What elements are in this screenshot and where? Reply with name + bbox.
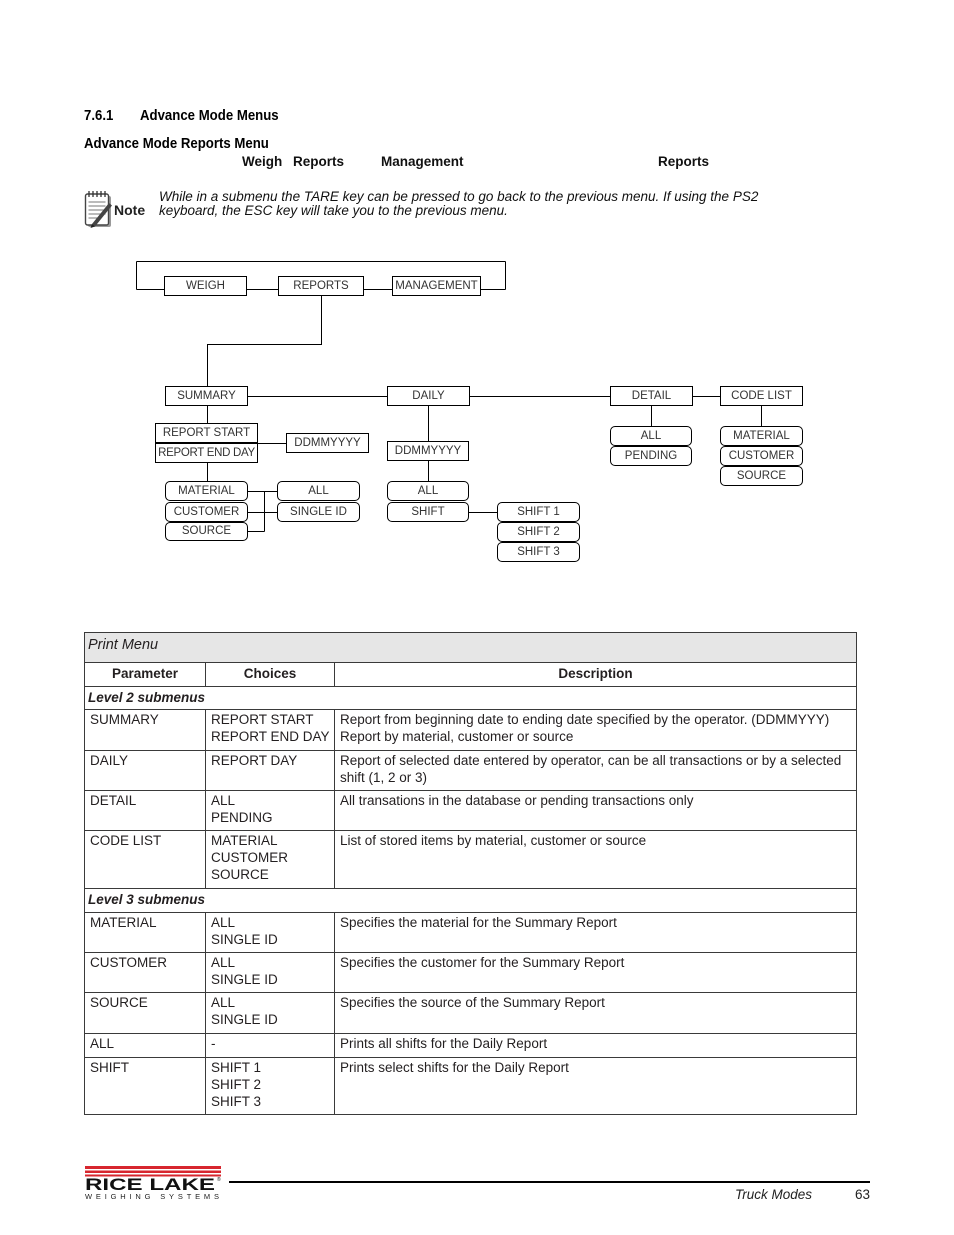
parameter-cell: SUMMARY	[85, 710, 206, 751]
table-row	[85, 710, 857, 751]
description-line: Specifies the source of the Summary Report	[340, 995, 605, 1010]
choice: ALL	[211, 793, 236, 808]
description-cell	[335, 1058, 857, 1115]
choices-cell	[206, 751, 335, 791]
menu-box-management: MANAGEMENT	[392, 276, 481, 296]
description-line: Prints select shifts for the Daily Report	[340, 1060, 569, 1075]
choice: ALL	[211, 915, 236, 930]
section-title: Advance Mode Menus	[140, 107, 279, 124]
choice: SOURCE	[211, 867, 269, 882]
menu-box-report-end-day: REPORT END DAY	[155, 443, 258, 463]
menu-box-detail-all: ALL	[610, 426, 692, 446]
level-row	[85, 889, 857, 913]
choices-cell	[206, 831, 335, 889]
choice: SINGLE ID	[211, 1012, 278, 1027]
header-choices: Choices	[206, 663, 335, 687]
description-cell	[335, 993, 857, 1034]
menu-box-summary-material: MATERIAL	[165, 481, 248, 501]
menu-box-shift-3: SHIFT 3	[497, 542, 580, 562]
description-cell	[335, 953, 857, 993]
table-title-row	[85, 633, 857, 663]
choices-cell	[206, 710, 335, 751]
choice: CUSTOMER	[211, 850, 289, 865]
table-row	[85, 993, 857, 1034]
choice: PENDING	[211, 810, 273, 825]
description-cell	[335, 710, 857, 751]
description-line: shift (1, 2 or 3)	[340, 770, 428, 785]
logo-wordmark: RICE LAKE	[85, 1175, 215, 1194]
menu-box-detail-pending: PENDING	[610, 446, 692, 466]
level2-label: Level 2 submenus	[85, 687, 857, 710]
menu-box-detail: DETAIL	[610, 386, 693, 406]
print-menu-table	[84, 632, 857, 1115]
parameter-cell: DETAIL	[85, 791, 206, 831]
menu-box-code-material: MATERIAL	[720, 426, 803, 446]
choice: REPORT DAY	[211, 753, 298, 768]
description-line: Specifies the material for the Summary Report	[340, 915, 617, 930]
description-line: Specifies the customer for the Summary Report	[340, 955, 625, 970]
choice: SINGLE ID	[211, 932, 278, 947]
logo-stripe	[85, 1171, 221, 1174]
path-fragment-weigh: Weigh	[242, 154, 283, 169]
choice: SHIFT 3	[211, 1094, 262, 1109]
choices-cell	[206, 953, 335, 993]
note-text-line-2: keyboard, the ESC key will take you to the previous menu.	[159, 203, 508, 218]
menu-box-weigh: WEIGH	[164, 276, 247, 296]
choice: ALL	[211, 955, 236, 970]
description-line: List of stored items by material, customer or source	[340, 833, 647, 848]
menu-box-code-source: SOURCE	[720, 466, 803, 486]
parameter-cell: CODE LIST	[85, 831, 206, 889]
table-row	[85, 831, 857, 889]
description-line: Report of selected date entered by operator, can be all transactions or by a selected	[340, 753, 842, 768]
menu-box-daily-date: DDMMYYYY	[387, 441, 469, 461]
menu-box-daily: DAILY	[387, 386, 470, 406]
parameter-cell: CUSTOMER	[85, 953, 206, 993]
parameter-cell: DAILY	[85, 751, 206, 791]
menu-box-daily-all: ALL	[387, 481, 469, 501]
level-row	[85, 687, 857, 710]
choice: SHIFT 2	[211, 1077, 262, 1092]
menu-box-daily-shift: SHIFT	[387, 502, 469, 522]
choice: ALL	[211, 995, 236, 1010]
menu-box-report-start: REPORT START	[155, 423, 258, 443]
connector-line	[248, 492, 277, 532]
choices-cell	[206, 993, 335, 1034]
description-line: Report by material, customer or source	[340, 729, 574, 744]
table-title: Print Menu	[85, 633, 857, 663]
choices-cell	[206, 1034, 335, 1058]
table-header-row	[85, 663, 857, 687]
choice: -	[211, 1036, 216, 1051]
choice: SHIFT 1	[211, 1060, 262, 1075]
logo-stripe	[85, 1166, 221, 1169]
choices-cell	[206, 1058, 335, 1115]
parameter-cell: SOURCE	[85, 993, 206, 1034]
rice-lake-logo	[84, 1164, 224, 1202]
menu-box-summary-all: ALL	[277, 481, 360, 501]
parameter-cell: MATERIAL	[85, 913, 206, 953]
choice: REPORT END DAY	[211, 729, 330, 744]
choice: REPORT START	[211, 712, 314, 727]
parameter-cell: SHIFT	[85, 1058, 206, 1115]
choices-cell	[206, 791, 335, 831]
table-row	[85, 751, 857, 791]
menu-box-code-customer: CUSTOMER	[720, 446, 803, 466]
table-row	[85, 953, 857, 993]
description-line: Report from beginning date to ending date specified by the operator. (DDMMYYY)	[340, 712, 830, 727]
choices-cell	[206, 913, 335, 953]
description-line: All transations in the database or pending transactions only	[340, 793, 694, 808]
note-text-line-1: While in a submenu the TARE key can be pressed to go back to the previous menu. If using the PS2	[159, 189, 759, 204]
table-row	[85, 1058, 857, 1115]
menu-box-reports: REPORTS	[278, 276, 364, 296]
level3-label: Level 3 submenus	[85, 889, 857, 913]
path-fragment-reports: Reports	[293, 154, 345, 169]
description-cell	[335, 831, 857, 889]
menu-box-summary: SUMMARY	[165, 386, 248, 406]
connector-line	[652, 406, 762, 426]
menu-box-summary-source: SOURCE	[165, 522, 248, 541]
description-cell	[335, 1034, 857, 1058]
description-line: Prints all shifts for the Daily Report	[340, 1036, 548, 1051]
menu-box-summary-date: DDMMYYYY	[286, 433, 369, 453]
connector-line	[208, 296, 322, 386]
header-parameter: Parameter	[85, 663, 206, 687]
page-number: 63	[855, 1187, 871, 1202]
path-fragment-reports-2: Reports	[658, 154, 710, 169]
choice: SINGLE ID	[211, 972, 278, 987]
logo-registered-mark: ®	[217, 1177, 221, 1183]
table-row	[85, 1034, 857, 1058]
header-description: Description	[335, 663, 857, 687]
footer-chapter: Truck Modes	[735, 1187, 813, 1202]
section-number: 7.6.1	[84, 107, 114, 124]
footer-rule	[229, 1181, 870, 1183]
choice: MATERIAL	[211, 833, 278, 848]
menu-box-shift-1: SHIFT 1	[497, 502, 580, 522]
diagram-connectors	[0, 0, 954, 600]
menu-box-summary-customer: CUSTOMER	[165, 502, 248, 522]
subsection-heading: Advance Mode Reports Menu	[84, 135, 269, 152]
description-cell	[335, 751, 857, 791]
path-fragment-management: Management	[381, 154, 464, 169]
parameter-cell: ALL	[85, 1034, 206, 1058]
description-cell	[335, 913, 857, 953]
table-row	[85, 791, 857, 831]
menu-box-code-list: CODE LIST	[720, 386, 803, 406]
logo-tagline: WEIGHING SYSTEMS	[85, 1192, 219, 1201]
menu-box-shift-2: SHIFT 2	[497, 522, 580, 542]
description-cell	[335, 791, 857, 831]
menu-box-summary-single-id: SINGLE ID	[277, 502, 360, 522]
table-row	[85, 913, 857, 953]
note-label: Note	[114, 202, 146, 218]
